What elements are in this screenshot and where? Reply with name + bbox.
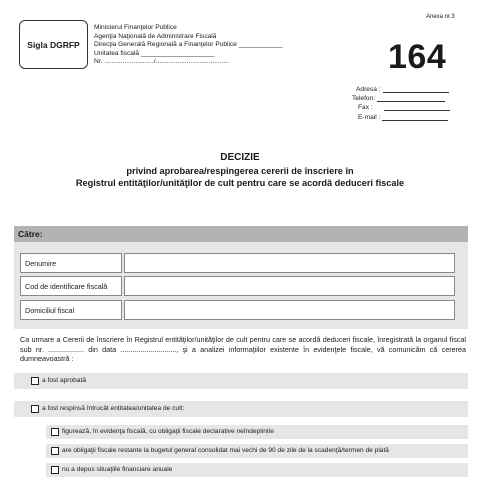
fiscal-code-field[interactable] xyxy=(124,276,455,296)
decision-paragraph: Ca urmare a Cererii de înscriere în Registrul entităţilor/unităţilor de cult pentru care se acordă deduceri fiscale, înregistrată la organul fiscal sub nr. .................. din data ............................, şi a analizei informaţiilor existente în evidenţele fiscale, vă comunicăm că cererea dumneavoastră : xyxy=(20,335,466,364)
phone-label: Telefon: xyxy=(352,95,376,103)
issuer-line: Direcţia Generală Regională a Finanţelor Publice ____________ xyxy=(94,41,283,49)
email-line[interactable] xyxy=(382,113,448,121)
annex-label: Anexa nr.3 xyxy=(426,14,455,20)
reason-label: are obligaţii fiscale restante la bugetul general consolidat mai vechi de 90 de zile de la scadenţă/termen de plată xyxy=(62,447,389,454)
document-subtitle: privind aprobarea/respingerea cererii de înscriere în xyxy=(126,166,354,176)
fax-label: Fax : xyxy=(358,104,373,112)
fiscal-address-field[interactable] xyxy=(124,300,455,320)
reason-label: figurează, în evidenţa fiscală, cu obligaţii fiscale declarative neîndeplinite xyxy=(62,428,274,435)
reason-label: nu a depus situaţiile financiare anuale xyxy=(62,466,173,473)
name-field[interactable] xyxy=(124,253,455,273)
reason-checkbox-declarative[interactable] xyxy=(51,428,59,436)
form-number: 164 xyxy=(388,38,447,76)
fax-line[interactable] xyxy=(384,103,450,111)
phone-line[interactable] xyxy=(377,94,445,102)
address-label: Adresa : xyxy=(356,86,381,93)
approved-label: a fost aprobată xyxy=(42,377,86,384)
email-label: E-mail : xyxy=(358,113,381,121)
issuer-line: Unitatea fiscală ____________________ xyxy=(94,49,215,57)
approved-checkbox[interactable] xyxy=(31,377,39,385)
issuer-line: Nr. .........................../........................................ xyxy=(94,58,229,66)
document-subtitle: Registrul entităţilor/unităţilor de cult pentru care se acordă deduceri fiscale xyxy=(75,178,405,188)
rejected-label: a fost respinsă întrucât entitatea/unitatea de cult: xyxy=(42,405,185,412)
recipient-heading: Către: xyxy=(14,226,468,242)
issuer-block xyxy=(94,24,283,67)
name-label: Denumire xyxy=(20,253,122,273)
reason-checkbox-arrears[interactable] xyxy=(51,447,59,455)
rejected-checkbox[interactable] xyxy=(31,405,39,413)
fiscal-code-label: Cod de identificare fiscală xyxy=(20,276,122,296)
address-line[interactable] xyxy=(383,85,449,93)
reason-checkbox-financial-statements[interactable] xyxy=(51,466,59,474)
contact-block xyxy=(352,85,450,122)
issuer-line: Agenţia Naţională de Administrare Fiscală xyxy=(94,32,217,40)
document-title: DECIZIE xyxy=(220,152,260,163)
logo-placeholder: Sigla DGRFP xyxy=(19,20,88,69)
fiscal-address-label: Domiciliul fiscal xyxy=(20,300,122,320)
issuer-line: Ministerul Finanţelor Publice xyxy=(94,24,177,31)
